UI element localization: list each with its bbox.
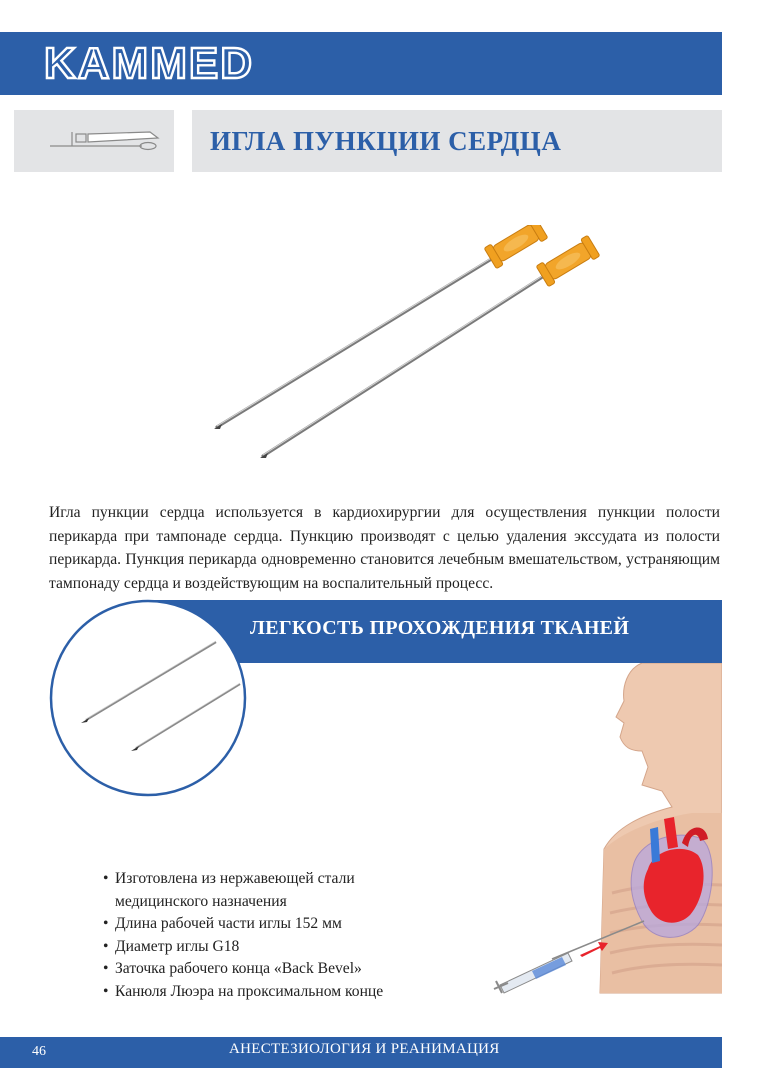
spec-item: • Изготовлена из нержавеющей стали медицинского назначения (103, 868, 433, 913)
spec-item: • Заточка рабочего конца «Back Bevel» (103, 958, 433, 981)
title-box (192, 110, 722, 172)
needle-icon (14, 110, 174, 172)
brand-logo (40, 40, 320, 88)
product-description (49, 501, 720, 595)
title-icon-box (14, 110, 174, 172)
spec-item: • Диаметр иглы G18 (103, 936, 433, 959)
needle-tip-zoom (48, 598, 248, 798)
heart-anatomy-illustration (492, 663, 722, 1018)
description-text: Игла пункции сердца используется в кардиохирургии для осуществления пункции полости перикарда при тампонаде сердца. Пункцию производят с целью удаления экссудата из полости перикарда. Пункция перикарда одновременно становится лечебным вмешательством, устраняющим тампонаду сердца и воздействующим на воспалительный процесс. (49, 504, 720, 592)
needle-illustration (200, 225, 620, 475)
specs-list (103, 868, 433, 1004)
footer-section-title: АНЕСТЕЗИОЛОГИЯ И РЕАНИМАЦИЯ (229, 1041, 500, 1057)
spec-item: • Длина рабочей части иглы 152 мм (103, 913, 433, 936)
syringe-icon (494, 953, 572, 993)
brand-logo-text: KAMMED (44, 40, 254, 88)
feature-title: ЛЕГКОСТЬ ПРОХОЖДЕНИЯ ТКАНЕЙ (250, 617, 630, 639)
page-number: 46 (32, 1044, 46, 1059)
page-title: ИГЛА ПУНКЦИИ СЕРДЦА (210, 125, 562, 156)
spec-item: • Канюля Люэра на проксимальном конце (103, 981, 433, 1004)
